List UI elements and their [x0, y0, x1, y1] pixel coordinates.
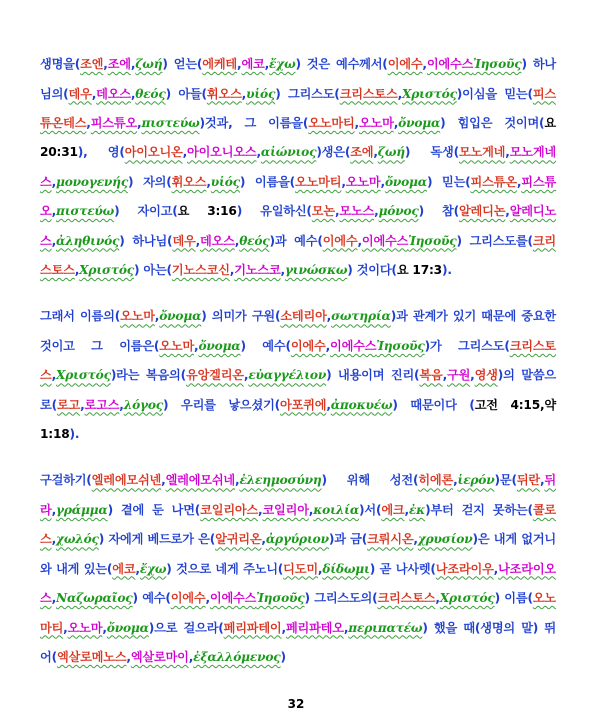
transliteration-term: 에코 — [112, 561, 136, 576]
greek-term: ἐξαλλόμενος — [193, 649, 281, 664]
transliteration-term: 휘오스 — [171, 174, 207, 189]
body-text: )것과, 그 이름을( — [199, 116, 309, 130]
body-text: , — [505, 145, 510, 160]
greek-term: δίδωμι — [322, 561, 370, 576]
paragraph-1 — [40, 50, 556, 285]
body-text: , — [539, 473, 545, 488]
transliteration-term: 모노게네 — [458, 145, 506, 160]
lemma-term: 이에수스 — [209, 591, 257, 606]
transliteration-term: 데우 — [172, 233, 196, 248]
lemma-term: 엑살로마이 — [130, 649, 189, 664]
body-text: , — [126, 649, 131, 664]
greek-term: πιστεύω — [141, 116, 200, 130]
body-text: , — [325, 338, 330, 353]
greek-term: ἀληθινός — [56, 233, 120, 248]
transliteration-term: 이에수 — [387, 57, 423, 72]
lemma-term: 모노스 — [339, 204, 375, 219]
body-text: , — [397, 86, 402, 101]
greek-term: ὄνομα — [398, 116, 441, 130]
scripture-reference: 요 17:3 — [396, 263, 442, 278]
body-text: , — [334, 204, 340, 219]
body-text: ) 얻는( — [162, 57, 203, 72]
transliteration-term: 기노스코신 — [171, 263, 230, 278]
body-text: , — [505, 204, 510, 219]
lemma-term: 이에수스 — [426, 57, 474, 72]
body-text: ) 자의( — [128, 174, 172, 189]
greek-term: χρυσίον — [417, 532, 473, 547]
greek-term: Χριστός — [402, 86, 457, 101]
document-page — [40, 38, 556, 685]
lemma-term: 로고스 — [84, 397, 120, 412]
body-text: , — [103, 57, 108, 72]
transliteration-term: 알귀리온 — [215, 532, 262, 547]
greek-term: αἰώνιος — [260, 145, 317, 160]
body-text: , — [51, 502, 57, 517]
lemma-term: 코일리아 — [262, 502, 309, 517]
greek-term: ἐλεημοσύνη — [239, 473, 322, 488]
body-text: ) 아는( — [133, 263, 172, 278]
greek-term: ἐκ — [408, 502, 426, 517]
lemma-term: 뒤라 — [40, 473, 556, 517]
body-text: )과 관계가 있기 때문에 중요한 것이고 그 이름은( — [40, 309, 556, 353]
transliteration-term: 로고 — [56, 397, 81, 412]
greek-term: περιπατέω — [348, 620, 423, 635]
body-text: , — [404, 502, 409, 517]
greek-term: θεός — [135, 86, 166, 101]
body-text: , — [161, 473, 166, 488]
body-text: ) 자에게 베드로가 은( — [98, 532, 216, 547]
transliteration-term: 휘오스 — [206, 86, 242, 101]
transliteration-term: 이에수 — [290, 338, 326, 353]
lemma-term: 알레디노스 — [40, 204, 557, 248]
body-text: , — [51, 204, 57, 219]
scripture-reference: 요 20:31 — [40, 116, 556, 160]
lemma-term: 이에수스 — [330, 338, 377, 353]
body-text: ) 독생( — [404, 145, 459, 160]
greek-term: ὄνομα — [384, 174, 427, 189]
greek-term: ὄνομα — [106, 620, 149, 635]
body-text: ). — [441, 263, 452, 278]
body-text: ), 영( — [77, 145, 125, 160]
body-text: ) 그리스도를( — [456, 233, 533, 248]
transliteration-term: 오노마티 — [295, 174, 342, 189]
body-text: ) 것으로 네게 주노니( — [166, 561, 284, 576]
body-text: ) 그리스도의( — [304, 591, 378, 606]
transliteration-term: 소테리아 — [280, 309, 327, 324]
transliteration-term: 복음 — [419, 368, 443, 383]
body-text: , — [373, 145, 378, 160]
transliteration-term: 뒤란 — [516, 473, 540, 488]
body-text: , — [374, 204, 379, 219]
body-text: ) 이름을( — [239, 174, 296, 189]
body-text: ) — [280, 649, 286, 664]
transliteration-term: 크리스토스 — [339, 86, 398, 101]
greek-term: μονογενής — [56, 174, 129, 189]
body-text: )으로 걸으라( — [148, 620, 224, 635]
transliteration-term: 크리스토스 — [40, 338, 556, 383]
greek-term: Ναζωραῖος — [56, 591, 133, 606]
body-text: , — [63, 620, 68, 635]
body-text: , — [393, 116, 399, 130]
transliteration-term: 엘레에모쉬넨 — [91, 473, 162, 488]
greek-term: ὄνομα — [198, 338, 241, 353]
body-text: )과 금( — [328, 532, 368, 547]
body-text: ) 참( — [418, 204, 459, 219]
greek-term: υἱός — [210, 174, 240, 189]
lemma-term: 오노마 — [67, 620, 103, 635]
lemma-term: 이에수스 — [361, 233, 409, 248]
body-text: )은 내게 없거니와 내게 있는( — [40, 532, 556, 576]
transliteration-term: 피스튜온테스 — [40, 86, 556, 130]
body-text: , — [237, 57, 242, 72]
body-text: , — [422, 57, 427, 72]
body-text: , — [86, 116, 91, 130]
greek-term: Χριστός — [79, 263, 134, 278]
lemma-term: 피스튜오 — [40, 174, 556, 219]
transliteration-term: 아이오니온 — [124, 145, 183, 160]
body-text: , — [280, 263, 285, 278]
greek-term: ἀποκυέω — [330, 397, 393, 412]
body-text: ) 위해 성전( — [321, 473, 419, 488]
transliteration-term: 피스튜온 — [470, 174, 517, 189]
body-text: ) 것은 예수께서( — [295, 57, 388, 72]
body-text: , — [205, 591, 210, 606]
body-text: , — [435, 591, 440, 606]
greek-term: ἔχω — [139, 561, 167, 576]
lemma-term: 구원 — [447, 368, 471, 383]
body-text: ) 하나님( — [119, 233, 173, 248]
transliteration-term: 아포퀴에 — [280, 397, 327, 412]
transliteration-term: 오노마 — [159, 338, 195, 353]
body-text: , — [188, 649, 194, 664]
body-text: ) 자이고( — [114, 204, 178, 219]
body-text: , — [51, 174, 57, 189]
body-text: , — [194, 338, 199, 353]
greek-term: Χριστός — [439, 591, 495, 606]
body-text: , — [493, 561, 499, 576]
transliteration-term: 데우 — [68, 86, 92, 101]
body-text: ) 예수( — [240, 338, 291, 353]
body-text: , — [102, 620, 107, 635]
body-text: , — [264, 57, 270, 72]
body-text: )이심을 믿는( — [456, 86, 533, 101]
greek-term: Χριστός — [56, 368, 111, 383]
body-text: ) 곁에 둔 나면( — [107, 502, 201, 517]
lemma-term: 오노마 — [345, 174, 381, 189]
transliteration-term: 영생 — [474, 368, 498, 383]
body-text: , — [135, 561, 140, 576]
greek-term: ἀργύριον — [265, 532, 329, 547]
lemma-term: 모노게네스 — [40, 145, 556, 189]
body-text: , — [256, 145, 261, 160]
body-text: , — [80, 397, 85, 412]
body-text: , — [281, 620, 286, 635]
transliteration-term: 에케테 — [202, 57, 238, 72]
body-text: ) 그리스도( — [275, 86, 340, 101]
body-text: , — [357, 233, 362, 248]
body-text: ) 우리를 낳으셨기( — [163, 397, 281, 412]
body-text: , — [229, 263, 235, 278]
body-text: , — [326, 309, 332, 324]
transliteration-term: 오노마 — [120, 309, 155, 324]
body-text: )의 말씀으로( — [40, 368, 556, 412]
greek-term: πιστεύω — [56, 204, 115, 219]
greek-term: ἔχω — [269, 57, 296, 72]
transliteration-term: 유앙겔리온 — [186, 368, 244, 383]
greek-term: σωτηρία — [331, 309, 391, 324]
body-text: , — [235, 473, 240, 488]
body-text: , — [74, 263, 80, 278]
body-text: , — [130, 86, 136, 101]
greek-term: ζωή — [377, 145, 405, 160]
body-text: , — [413, 532, 418, 547]
body-text: ). — [69, 427, 80, 442]
transliteration-term: 이에수 — [322, 233, 358, 248]
body-text: , — [380, 174, 385, 189]
transliteration-term: 오노마티 — [40, 591, 556, 635]
body-text: , — [243, 368, 249, 383]
greek-term: μόνος — [378, 204, 419, 219]
body-text: ) 하나님의( — [40, 57, 557, 101]
transliteration-term: 크리스토스 — [377, 591, 436, 606]
transliteration-term: 코일리아스 — [200, 502, 259, 517]
lemma-term: 엘레에모쉬네 — [165, 473, 236, 488]
body-text: , — [341, 174, 346, 189]
transliteration-term: 오노마티 — [308, 116, 355, 130]
body-text: ) 내용이며 진리( — [326, 368, 420, 383]
lemma-term: 나조라이오스 — [40, 561, 556, 606]
transliteration-term: 나조라이우 — [435, 561, 494, 576]
body-text: ) 것이다( — [347, 263, 397, 278]
body-text: ) 했을 때(생명의 말) 뛰어( — [40, 620, 556, 664]
body-text: , — [354, 116, 359, 130]
transliteration-term: 조에 — [350, 145, 374, 160]
scripture-reference: 요 3:16 — [177, 204, 237, 219]
body-text: ) 예수( — [132, 591, 171, 606]
lemma-term: 데오스 — [96, 86, 131, 101]
paragraph-3 — [40, 466, 556, 672]
transliteration-term: 크뤼시온 — [367, 532, 414, 547]
body-text: , — [258, 502, 263, 517]
greek-term: ζωή — [135, 57, 163, 72]
body-text: , — [261, 532, 266, 547]
body-text: )서( — [359, 502, 382, 517]
transliteration-term: 콜로스 — [40, 502, 556, 547]
body-text: , — [234, 233, 240, 248]
body-text: , — [154, 309, 160, 324]
greek-term: εὐαγγέλιον — [248, 368, 327, 383]
body-text: ) 곧 나사렛( — [369, 561, 436, 576]
body-text: ) 의미가 구원( — [201, 309, 281, 324]
greek-term: ἱερόν — [457, 473, 495, 488]
body-text: ) 유일하신( — [236, 204, 312, 219]
lemma-term: 아이오니오스 — [187, 145, 257, 160]
body-text: , — [470, 368, 475, 383]
body-text: , — [51, 233, 57, 248]
lemma-term: 피스튜오 — [90, 116, 138, 130]
body-text: , — [516, 174, 522, 189]
body-text: ) 이름( — [494, 591, 533, 606]
greek-term: κοιλία — [313, 502, 360, 517]
body-text: , — [51, 591, 57, 606]
body-text: ) 때문이다 ( — [392, 397, 475, 412]
greek-term: λόγος — [123, 397, 163, 412]
lemma-term: 데오스 — [200, 233, 235, 248]
greek-term: Ἰησοῦς — [256, 591, 305, 606]
lemma-term: 에코 — [241, 57, 265, 72]
body-text: , — [308, 502, 314, 517]
body-text: , — [206, 174, 211, 189]
transliteration-term: 디도미 — [283, 561, 318, 576]
lemma-term: 기노스코 — [234, 263, 281, 278]
body-text: )라는 복음의( — [110, 368, 186, 383]
transliteration-term: 알레디논 — [458, 204, 506, 219]
body-text: , — [343, 620, 349, 635]
greek-term: γράμμα — [56, 502, 108, 517]
greek-term: Ἰησοῦς — [473, 57, 522, 72]
body-text: , — [137, 116, 142, 130]
greek-term: ὄνομα — [159, 309, 202, 324]
greek-term: χωλός — [56, 532, 99, 547]
transliteration-term: 조엔 — [80, 57, 104, 72]
greek-term: θεός — [239, 233, 270, 248]
body-text: , — [453, 473, 458, 488]
body-text: ) 아들( — [165, 86, 207, 101]
greek-term: Ἰησοῦς — [408, 233, 457, 248]
body-text: )생은( — [316, 145, 351, 160]
body-text: ) 힘입은 것이며( — [440, 116, 545, 130]
transliteration-term: 이에수 — [170, 591, 206, 606]
body-text: 생명을( — [40, 57, 81, 72]
body-text: , — [195, 233, 201, 248]
transliteration-term: 에크 — [381, 502, 405, 517]
body-text: , — [326, 397, 331, 412]
body-text: , — [51, 368, 57, 383]
page-number: 32 — [287, 697, 305, 711]
body-text: , — [91, 86, 97, 101]
body-text: , — [241, 86, 247, 101]
lemma-term: 페리파테오 — [285, 620, 344, 635]
greek-term: υἱός — [246, 86, 276, 101]
body-text: , — [130, 57, 136, 72]
body-text: )부터 걷지 못하는( — [425, 502, 533, 517]
transliteration-term: 모논 — [311, 204, 335, 219]
greek-term: Ἰησοῦς — [376, 338, 425, 353]
lemma-term: 조에 — [107, 57, 131, 72]
body-text: )가 그리스도( — [424, 338, 510, 353]
transliteration-term: 엑살로메노스 — [56, 649, 127, 664]
body-text: ) 믿는( — [426, 174, 471, 189]
paragraph-2 — [40, 302, 556, 449]
body-text: , — [51, 532, 57, 547]
scripture-reference: 고전 4:15,약 1:18 — [40, 397, 556, 442]
body-text: 구걸하기( — [40, 473, 92, 488]
transliteration-term: 페리파테이 — [223, 620, 282, 635]
body-text: , — [119, 397, 124, 412]
transliteration-term: 크리스토스 — [40, 233, 556, 278]
lemma-term: 오노마 — [358, 116, 394, 130]
body-text: , — [317, 561, 323, 576]
greek-term: γινώσκω — [284, 263, 348, 278]
body-text: 그래서 이름의( — [40, 309, 121, 324]
body-text: )과 예수( — [269, 233, 323, 248]
body-text: )문( — [494, 473, 517, 488]
body-text: , — [442, 368, 448, 383]
body-text: , — [182, 145, 188, 160]
transliteration-term: 히에론 — [418, 473, 454, 488]
